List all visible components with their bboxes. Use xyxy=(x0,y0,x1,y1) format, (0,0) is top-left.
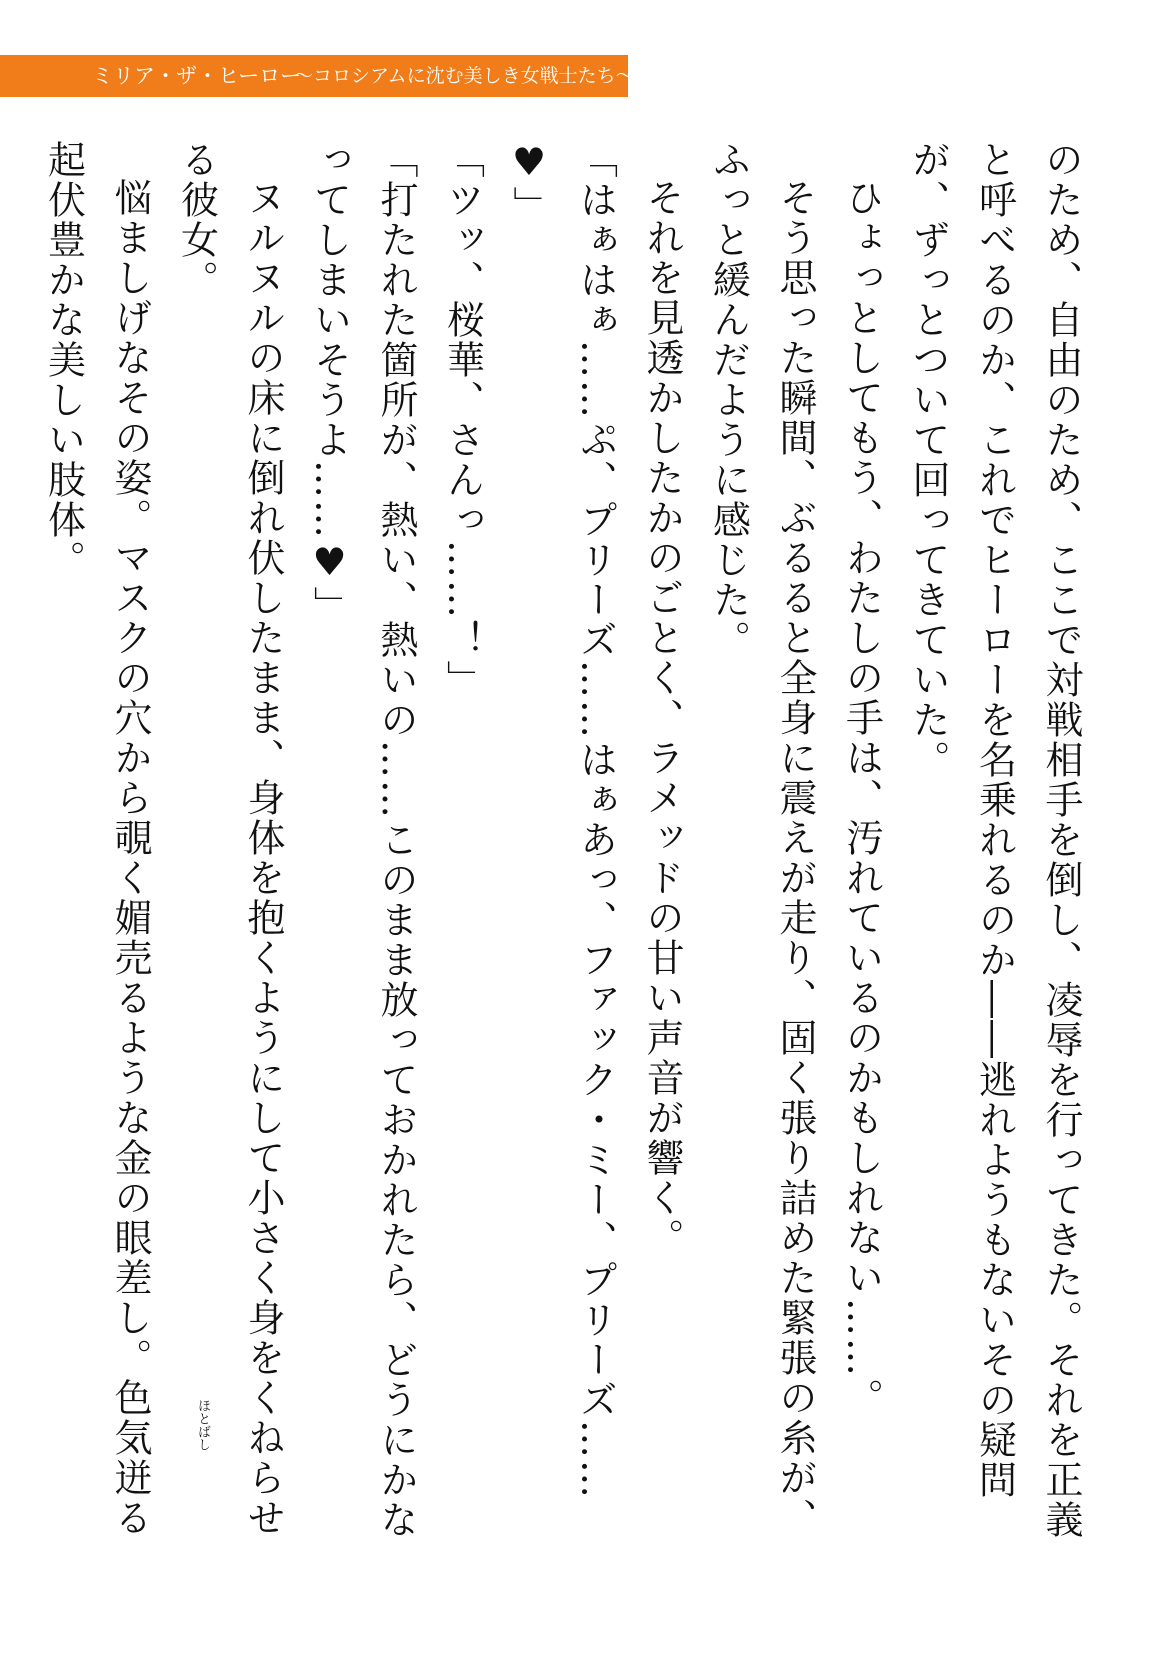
book-title: ミリア・ザ・ヒーロー xyxy=(92,64,302,88)
dialogue-2: 「ツッ、桜華、さんっ……！」 xyxy=(440,140,485,700)
paragraph-4: それを見透かしたかのごとく、ラメッドの甘い声音が響く。 xyxy=(640,178,684,1258)
paragraph-3: そう思った瞬間、ぶるると全身に震えが走り、固く張り詰めた緊張の糸が、ふっと緩んだように感じた。 xyxy=(706,140,817,1538)
body-text xyxy=(41,140,1094,1560)
dialogue-1: 「はぁはぁ……ぷ、プリーズ……はぁあっ、ファック・ミー、プリーズ……♥」 xyxy=(507,140,618,1500)
book-subtitle: 〜コロシアムに沈む美しき女戦士たち〜 xyxy=(294,65,635,87)
header-band xyxy=(0,55,635,97)
paragraph-2: ひょっとしてもう、わたしの手は、汚れているのかもしれない……。 xyxy=(839,178,884,1418)
paragraph-6: 悩ましげなその姿。マスクの穴から覗く媚売るような金の眼差し。色気迸る起伏豊かな美しい肢体。 xyxy=(41,140,152,1538)
paragraph-5: ヌルヌルの床に倒れ伏したまま、身体を抱くようにして小さく身をくねらせる彼女。 xyxy=(174,140,285,1538)
dialogue-3: 「打たれた箇所が、熱い、熱いの……このまま放っておかれたら、どうにかなってしまいそうよ……♥」 xyxy=(307,140,418,1540)
paragraph-1: のため、自由のため、ここで対戦相手を倒し、凌辱を行ってきた。それを正義と呼べるのか、これでヒーローを名乗れるのか――逃れようもないその疑問が、ずっとついて回ってきていた。 xyxy=(906,140,1083,1540)
ruby-annotation: ほとばし xyxy=(195,1399,210,1451)
